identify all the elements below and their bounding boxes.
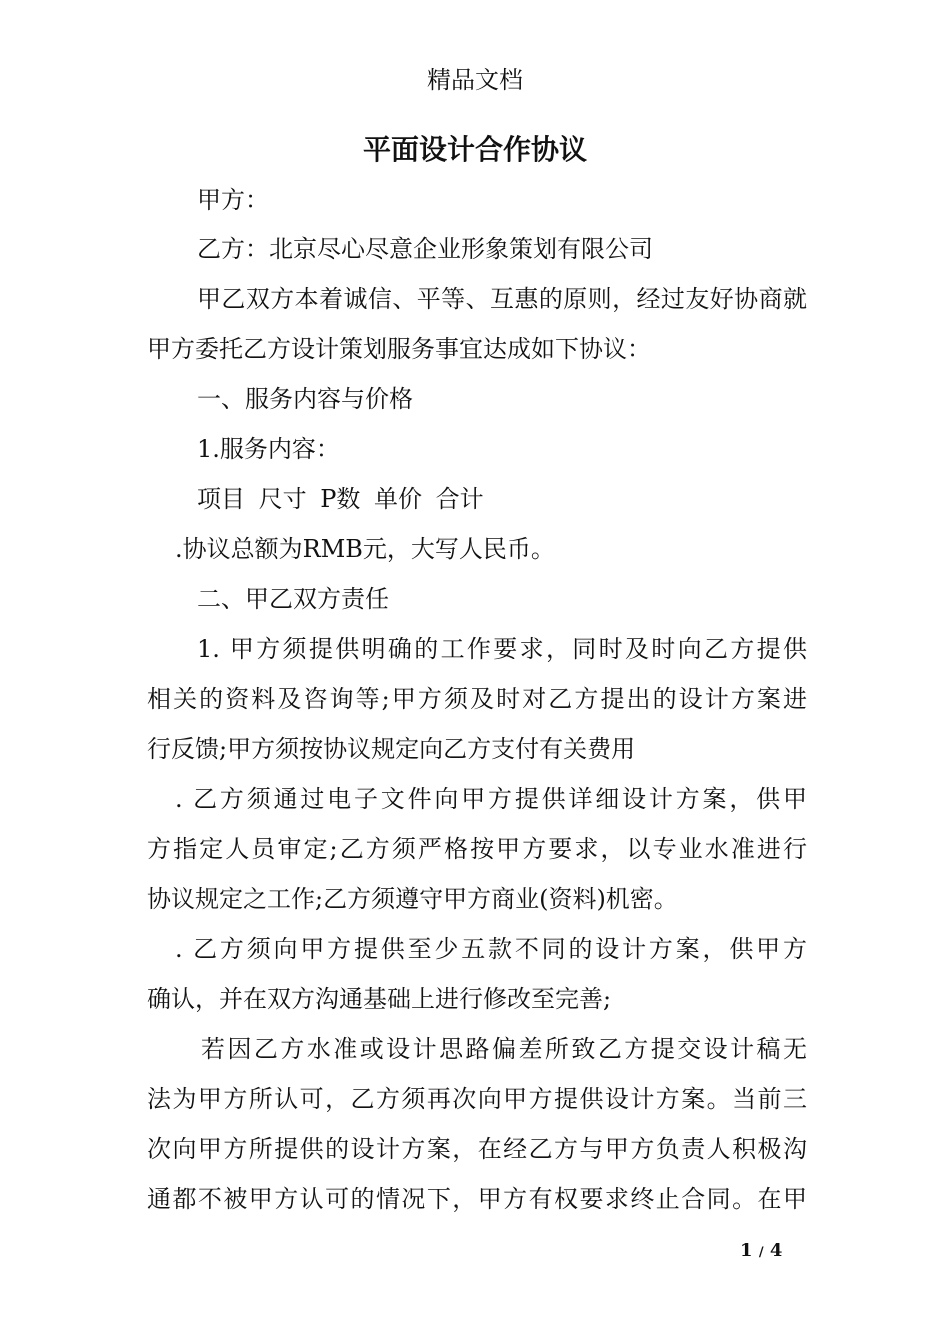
page-number bbox=[740, 1238, 800, 1266]
list-item: 1.服务内容： bbox=[197, 435, 340, 463]
section-heading: 一、服务内容与价格 bbox=[197, 385, 413, 413]
paragraph-line: 1. 甲方须提供明确的工作要求，同时及时向乙方提供 bbox=[197, 635, 807, 663]
page-separator: / bbox=[758, 1245, 764, 1260]
paragraph-line: 方指定人员审定;乙方须严格按甲方要求，以专业水准进行 bbox=[147, 835, 807, 863]
paragraph-line: 确认，并在双方沟通基础上进行修改至完善; bbox=[147, 985, 612, 1013]
current-page: 1 bbox=[740, 1240, 753, 1261]
document-title: 平面设计合作协议 bbox=[362, 133, 587, 166]
paragraph-line: . 乙方须通过电子文件向甲方提供详细设计方案，供甲 bbox=[175, 785, 807, 813]
total-pages: 4 bbox=[769, 1240, 783, 1261]
paragraph-line: 若因乙方水准或设计思路偏差所致乙方提交设计稿无 bbox=[201, 1035, 807, 1063]
party-a-line: 甲方： bbox=[197, 186, 269, 214]
paragraph-line: . 乙方须向甲方提供至少五款不同的设计方案，供甲方 bbox=[175, 935, 807, 963]
paragraph-line: 法为甲方所认可，乙方须再次向甲方提供设计方案。当前三 bbox=[147, 1085, 807, 1113]
paragraph-line: 通都不被甲方认可的情况下，甲方有权要求终止合同。在甲 bbox=[147, 1185, 807, 1213]
paragraph-line: 相关的资料及咨询等;甲方须及时对乙方提出的设计方案进 bbox=[147, 685, 807, 713]
paragraph-line: 甲方委托乙方设计策划服务事宜达成如下协议： bbox=[147, 335, 651, 363]
table-header-line: 项目 尺寸 P数 单价 合计 bbox=[197, 485, 484, 513]
paragraph-line: 次向甲方所提供的设计方案，在经乙方与甲方负责人积极沟 bbox=[147, 1135, 807, 1163]
paragraph-line: 协议规定之工作;乙方须遵守甲方商业(资料)机密。 bbox=[147, 885, 678, 913]
paragraph-line: 甲乙双方本着诚信、平等、互惠的原则，经过友好协商就 bbox=[197, 285, 807, 313]
page-header: 精品文档 bbox=[427, 66, 523, 94]
paragraph-line: 行反馈;甲方须按协议规定向乙方支付有关费用 bbox=[147, 735, 636, 763]
party-b-line: 乙方：北京尽心尽意企业形象策划有限公司 bbox=[197, 235, 653, 263]
section-heading: 二、甲乙双方责任 bbox=[197, 585, 389, 613]
paragraph-line: .协议总额为RMB元，大写人民币。 bbox=[175, 535, 555, 563]
